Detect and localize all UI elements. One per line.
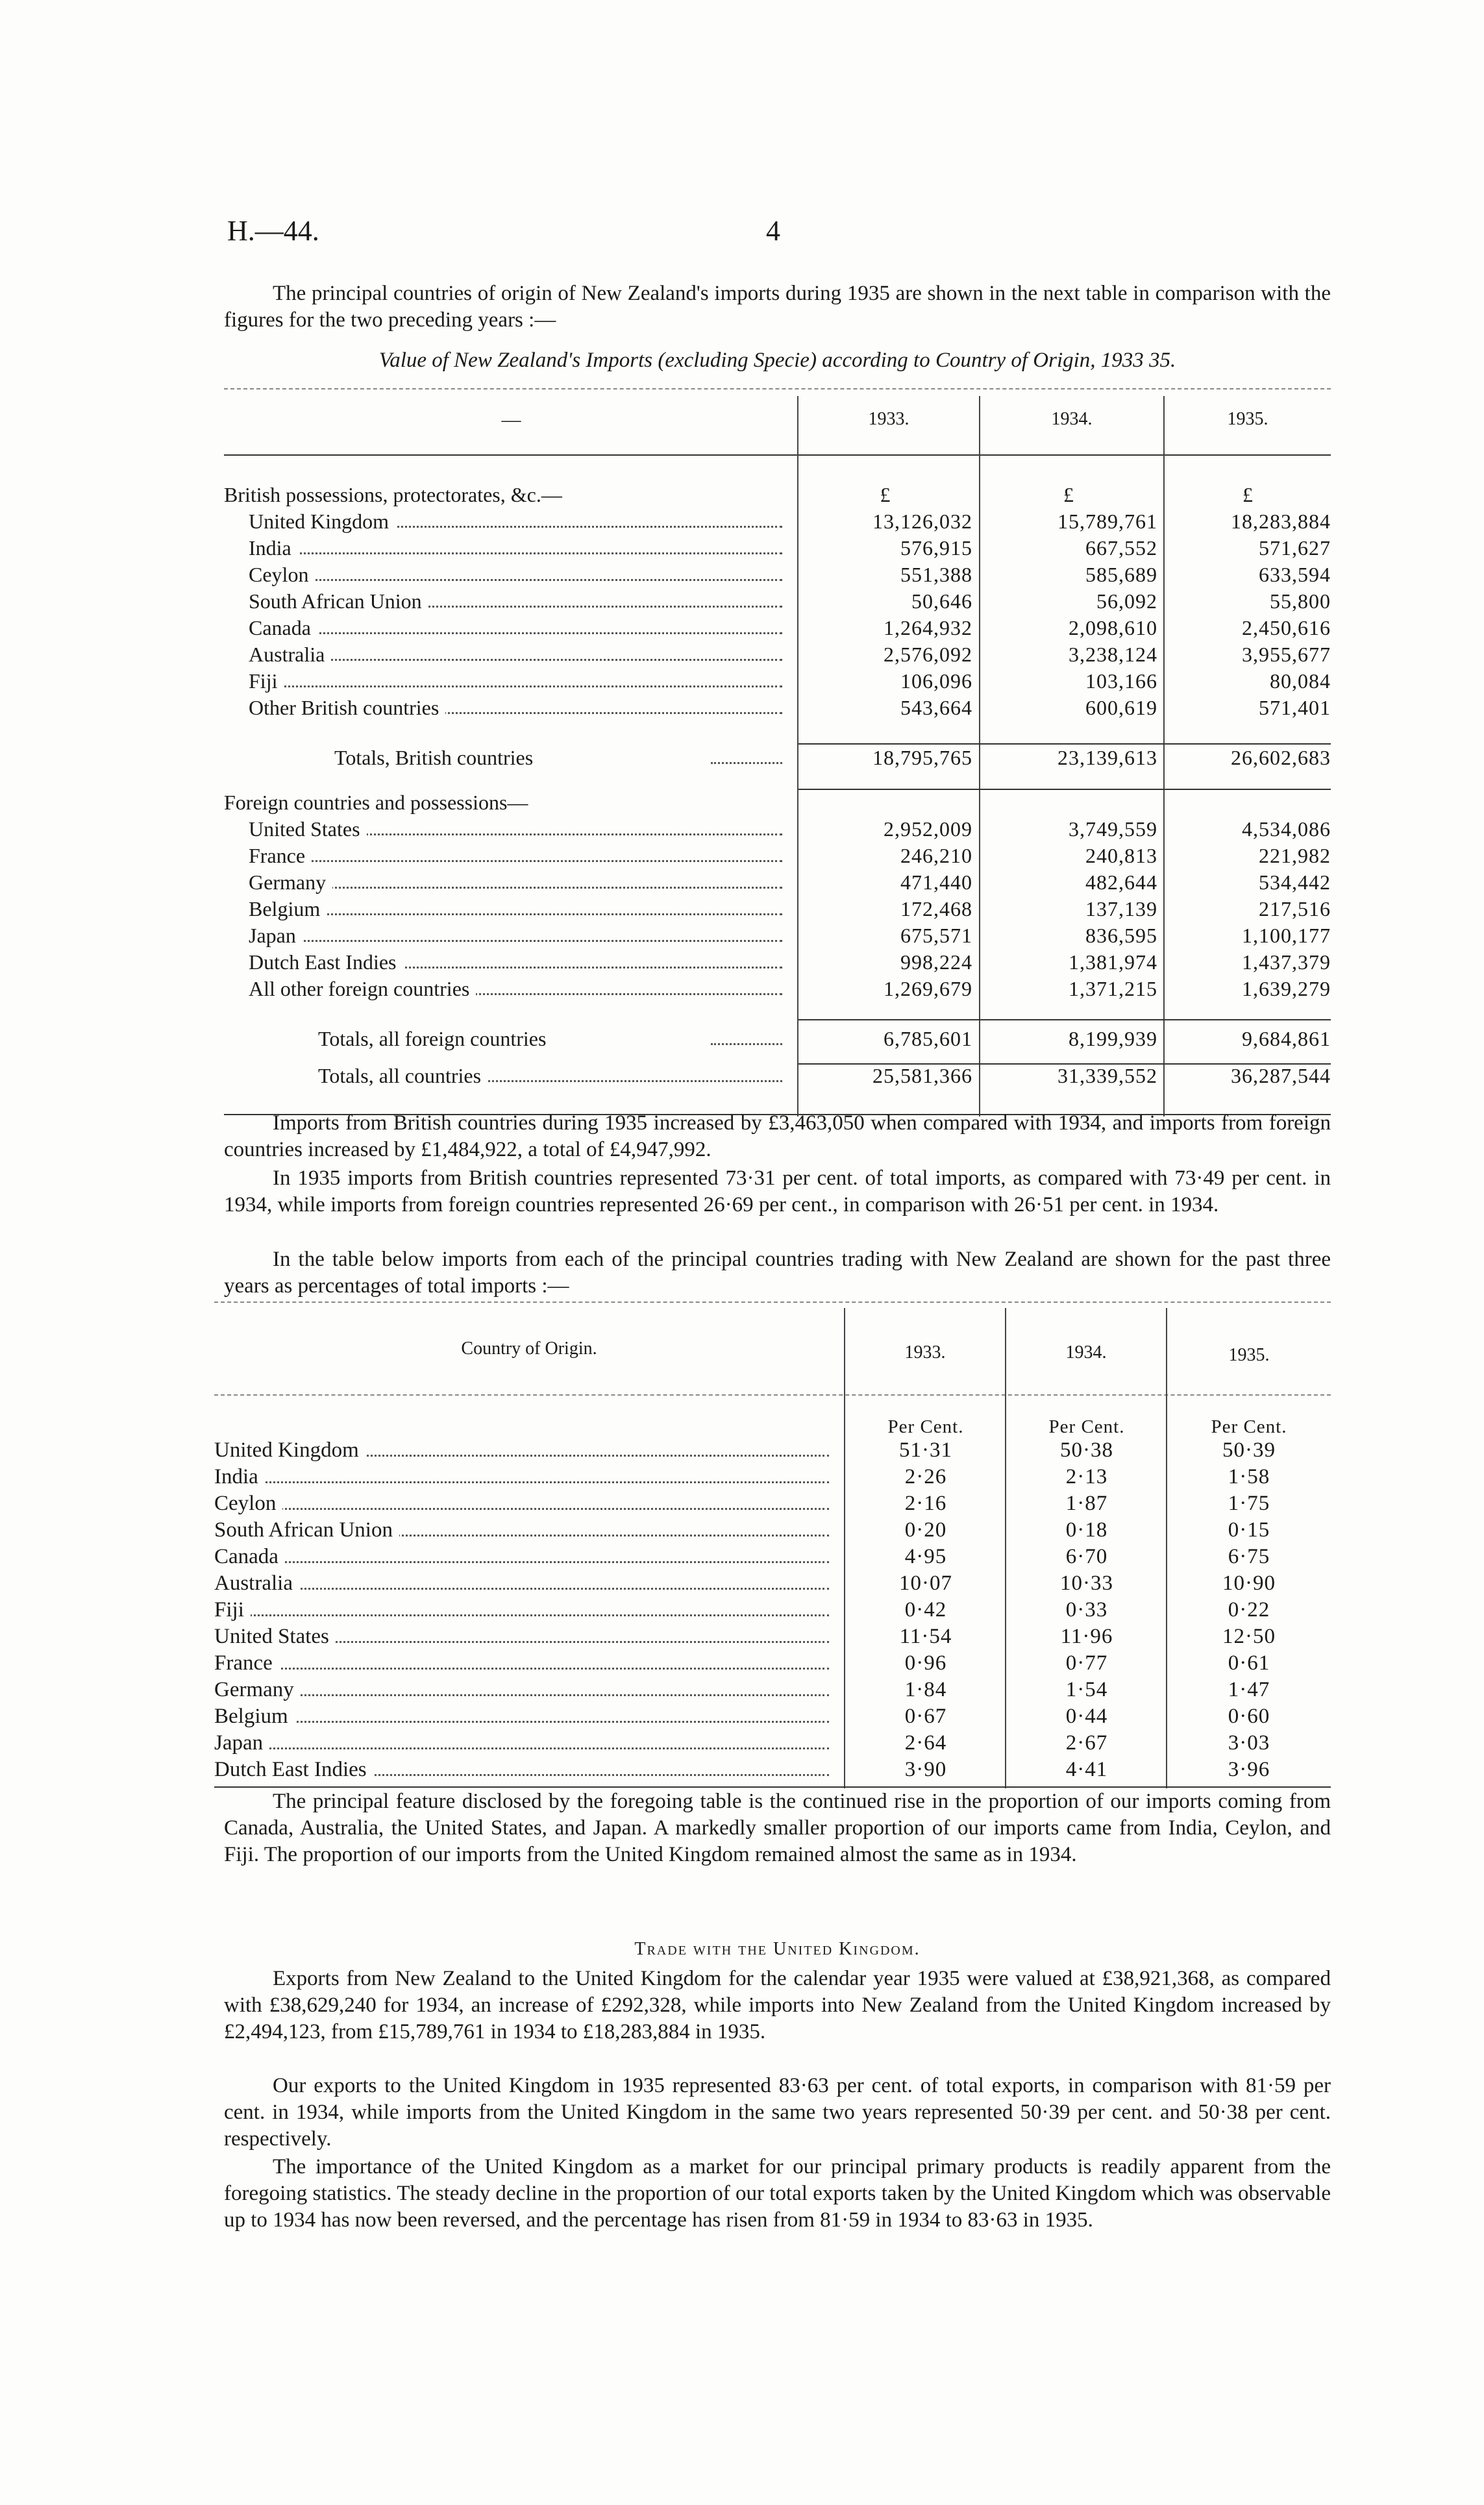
table-row [214, 1597, 1331, 1623]
value-1935: 9,684,861 [1242, 1027, 1331, 1050]
value-1933: 576,915 [900, 536, 972, 560]
row-label: United States [214, 1625, 336, 1648]
value-1935: 4,534,086 [1242, 817, 1331, 841]
paragraph-import-increase: Imports from British countries during 1935 increased by £3,463,050 when compared with 1934, and imports from foreign countries increased by £1,484,922, a total of £4,947,992. [224, 1111, 1331, 1161]
intro-paragraph: The principal countries of origin of New Zealand's imports during 1935 are shown in the next table in comparison with the figures for the two preceding years :— [224, 282, 1331, 332]
value-1935: 0·15 [1228, 1518, 1270, 1542]
table-row [214, 1650, 1331, 1677]
value-1935: 10·90 [1222, 1572, 1276, 1595]
value-1935: 1,437,379 [1242, 950, 1331, 974]
table2-head-rule [214, 1394, 1331, 1396]
value-1935: 633,594 [1259, 563, 1331, 586]
table2-col-1934: 1934. [1065, 1342, 1107, 1363]
table-row [224, 869, 1331, 896]
row-label: United Kingdom [249, 510, 395, 533]
table-row [224, 976, 1331, 1002]
value-1933: 25,581,366 [872, 1064, 972, 1087]
value-1934: 137,139 [1085, 897, 1157, 920]
row-label: India [214, 1465, 265, 1488]
table-row [214, 1623, 1331, 1650]
table-row [214, 1730, 1331, 1757]
value-1935: 3·03 [1228, 1731, 1270, 1755]
table1-col-1935: 1935. [1227, 409, 1268, 429]
value-1933: 0·42 [904, 1598, 947, 1622]
value-1933: 1·84 [904, 1678, 947, 1701]
value-1934: 240,813 [1085, 844, 1157, 867]
table-row [224, 588, 1331, 615]
value-1933: 3·90 [904, 1758, 947, 1781]
table-row [224, 896, 1331, 922]
row-label: Australia [249, 643, 331, 666]
currency-symbol: £ [1243, 483, 1254, 506]
subtotal-rule [798, 743, 1331, 745]
table-row [214, 1437, 1331, 1464]
row-label: Dutch East Indies [249, 950, 403, 974]
value-1934: 1,371,215 [1069, 977, 1157, 1000]
value-1933: 551,388 [900, 563, 972, 586]
table-row [214, 1757, 1331, 1783]
value-1935: 6·75 [1228, 1545, 1270, 1568]
paragraph-principal-feature: The principal feature disclosed by the foregoing table is the continued rise in the proportion of our imports coming from Canada, Australia, the United States, and Japan. A markedly smaller proportion of our imports came from India, Ceylon, and Fiji. The proportion of our imports from the United Kingdom remained almost the same as in 1934. [224, 1790, 1331, 1866]
paragraph-table-intro: In the table below imports from each of the principal countries trading with New Zealand are shown for the past three years as percentages of total imports :— [224, 1248, 1331, 1298]
row-label: Dutch East Indies [214, 1758, 373, 1781]
table-row [224, 668, 1331, 695]
value-1934: 103,166 [1085, 669, 1157, 693]
row-label: Canada [249, 616, 317, 639]
value-1933: 2·64 [904, 1731, 947, 1755]
row-label: France [214, 1651, 279, 1675]
table2-col-1933: 1933. [904, 1342, 946, 1363]
value-1935: 1·75 [1228, 1492, 1270, 1515]
value-1934: 2,098,610 [1069, 616, 1157, 639]
imports-value-table [224, 482, 1331, 1089]
value-1935: 534,442 [1259, 870, 1331, 894]
value-1935: 55,800 [1270, 589, 1331, 613]
row-label: Germany [214, 1678, 301, 1701]
table-row [214, 1544, 1331, 1570]
value-1933: 0·96 [904, 1651, 947, 1675]
row-label: Fiji [214, 1598, 251, 1622]
subtotal-rule [798, 1019, 1331, 1020]
value-1934: 2·13 [1065, 1465, 1108, 1488]
value-1933: 2,576,092 [884, 643, 972, 666]
value-1933: 13,126,032 [872, 510, 972, 533]
table-row [214, 1570, 1331, 1597]
table1-caption: Value of New Zealand's Imports (excluding Specie) according to Country of Origin, 1933 35. [378, 349, 1176, 372]
value-1933: 543,664 [900, 696, 972, 719]
value-1934: 600,619 [1085, 696, 1157, 719]
row-label: India [249, 536, 298, 560]
value-1934: 31,339,552 [1057, 1064, 1157, 1087]
table-row [214, 1464, 1331, 1490]
row-label: Australia [214, 1572, 299, 1595]
subtotal-rule [798, 789, 1331, 790]
table2-bottom-rule [214, 1786, 1331, 1788]
value-1933: 106,096 [900, 669, 972, 693]
table-row [224, 789, 1331, 816]
value-1933: 2·16 [904, 1492, 947, 1515]
value-1933: 246,210 [900, 844, 972, 867]
value-1935: 2,450,616 [1242, 616, 1331, 639]
value-1935: 12·50 [1222, 1625, 1276, 1648]
currency-symbol: £ [1063, 483, 1074, 506]
row-label: Totals, all countries [318, 1064, 488, 1087]
value-1933: 172,468 [900, 897, 972, 920]
value-1935: 18,283,884 [1231, 510, 1331, 533]
value-1935: 36,287,544 [1231, 1064, 1331, 1087]
table1-top-rule [224, 388, 1331, 389]
row-label: Germany [249, 870, 332, 894]
row-label: Ceylon [249, 563, 315, 586]
value-1933: 11·54 [899, 1625, 952, 1648]
table-row [224, 561, 1331, 588]
value-1934: 11·96 [1060, 1625, 1113, 1648]
value-1935: 221,982 [1259, 844, 1331, 867]
table-row [214, 1703, 1331, 1730]
value-1934: 50·38 [1060, 1438, 1113, 1462]
british-total-row [224, 745, 1331, 771]
table-row [214, 1490, 1331, 1517]
table1-col-1934: 1934. [1051, 409, 1093, 429]
table-row [214, 1517, 1331, 1544]
value-1934: 10·33 [1060, 1572, 1113, 1595]
row-label: France [249, 844, 312, 867]
table-row [224, 508, 1331, 535]
british-heading: British possessions, protectorates, &c.— [224, 483, 562, 506]
value-1935: 1,639,279 [1242, 977, 1331, 1000]
table1-corner: — [501, 409, 521, 430]
value-1934: 3,238,124 [1069, 643, 1157, 666]
value-1935: 0·60 [1228, 1705, 1270, 1728]
value-1934: 1,381,974 [1069, 950, 1157, 974]
document-reference: H.—44. [227, 215, 319, 247]
value-1933: 50,646 [911, 589, 972, 613]
unit-label: Per Cent. [887, 1416, 964, 1437]
value-1933: 4·95 [904, 1545, 947, 1568]
value-1933: 6,785,601 [884, 1027, 972, 1050]
value-1935: 80,084 [1270, 669, 1331, 693]
value-1934: 585,689 [1085, 563, 1157, 586]
row-label: Other British countries [249, 696, 445, 719]
value-1934: 0·33 [1065, 1598, 1108, 1622]
row-label: Japan [214, 1731, 269, 1755]
table2-heading: Country of Origin. [461, 1339, 597, 1359]
page-header [227, 214, 1331, 253]
paragraph-exports-uk: Exports from New Zealand to the United Kingdom for the calendar year 1935 were valued at £38,921,368, as compared with £38,629,240 for 1934, an increase of £292,328, while imports into New Zealand from the United Kingdom increased by £2,494,123, from £15,789,761 in 1934 to £18,283,884 in 1935. [224, 1967, 1331, 2043]
table-row [224, 922, 1331, 949]
value-1935: 0·22 [1228, 1598, 1270, 1622]
table-row [214, 1416, 1331, 1437]
value-1933: 0·67 [904, 1705, 947, 1728]
table-row [224, 843, 1331, 869]
row-label: Totals, all foreign countries [318, 1027, 552, 1050]
value-1934: 836,595 [1085, 924, 1157, 947]
value-1933: 51·31 [899, 1438, 952, 1462]
paragraph-uk-importance: The importance of the United Kingdom as a market for our principal primary products is readily apparent from the foregoing statistics. The steady decline in the proportion of our total exports taken by the United Kingdom which was observable up to 1934 has now been reversed, and the percentage has risen from 81·59 in 1934 to 83·63 in 1935. [224, 2155, 1331, 2232]
value-1933: 998,224 [900, 950, 972, 974]
table-row [224, 816, 1331, 843]
page-number: 4 [766, 215, 780, 247]
value-1935: 1,100,177 [1242, 924, 1331, 947]
value-1933: 0·20 [904, 1518, 947, 1542]
table1-col-1933: 1933. [868, 409, 909, 429]
value-1934: 0·77 [1065, 1651, 1108, 1675]
value-1935: 0·61 [1228, 1651, 1270, 1675]
table-row [224, 949, 1331, 976]
row-label: South African Union [214, 1518, 399, 1542]
value-1934: 6·70 [1065, 1545, 1108, 1568]
imports-percentage-table [214, 1416, 1331, 1783]
row-label: Fiji [249, 669, 284, 693]
row-label: Canada [214, 1545, 285, 1568]
table-row [224, 482, 1331, 508]
unit-label: Per Cent. [1211, 1416, 1287, 1437]
row-label: All other foreign countries [249, 977, 476, 1000]
table2-col-1935: 1935. [1228, 1345, 1270, 1365]
value-1934: 4·41 [1065, 1758, 1108, 1781]
foreign-total-row [224, 1026, 1331, 1052]
grand-total-row [224, 1063, 1331, 1089]
value-1935: 3·96 [1228, 1758, 1270, 1781]
value-1935: 1·47 [1228, 1678, 1270, 1701]
row-label: United Kingdom [214, 1438, 365, 1462]
value-1935: 26,602,683 [1231, 746, 1331, 769]
row-label: Japan [249, 924, 303, 947]
section-title: Trade with the United Kingdom. [634, 1939, 921, 1959]
value-1934: 8,199,939 [1069, 1027, 1157, 1050]
row-label: Ceylon [214, 1492, 282, 1515]
value-1935: 571,401 [1259, 696, 1331, 719]
paragraph-exports-share: Our exports to the United Kingdom in 1935 represented 83·63 per cent. of total exports, in comparison with 81·59 per cent. in 1934, while imports from the United Kingdom in the same two years represented 50·39 per cent. and 50·38 per cent. respectively. [224, 2074, 1331, 2151]
value-1934: 15,789,761 [1057, 510, 1157, 533]
value-1934: 1·87 [1065, 1492, 1108, 1515]
value-1934: 0·18 [1065, 1518, 1108, 1542]
table-row [214, 1677, 1331, 1703]
table-row [224, 535, 1331, 561]
value-1934: 667,552 [1085, 536, 1157, 560]
value-1933: 10·07 [899, 1572, 952, 1595]
value-1935: 571,627 [1259, 536, 1331, 560]
unit-label: Per Cent. [1048, 1416, 1125, 1437]
value-1933: 675,571 [900, 924, 972, 947]
value-1935: 217,516 [1259, 897, 1331, 920]
table-row [224, 641, 1331, 668]
value-1933: 1,264,932 [884, 616, 972, 639]
value-1934: 2·67 [1065, 1731, 1108, 1755]
value-1935: 50·39 [1222, 1438, 1276, 1462]
value-1933: 18,795,765 [872, 746, 972, 769]
table1-head-rule [224, 454, 1331, 456]
row-label: Totals, British countries [334, 746, 539, 769]
value-1934: 3,749,559 [1069, 817, 1157, 841]
value-1933: 1,269,679 [884, 977, 972, 1000]
foreign-heading: Foreign countries and possessions— [224, 791, 528, 814]
value-1934: 482,644 [1085, 870, 1157, 894]
subtotal-rule [798, 1063, 1331, 1065]
row-label: South African Union [249, 589, 428, 613]
value-1935: 3,955,677 [1242, 643, 1331, 666]
value-1933: 2·26 [904, 1465, 947, 1488]
value-1934: 23,139,613 [1057, 746, 1157, 769]
value-1934: 1·54 [1065, 1678, 1108, 1701]
row-label: Belgium [249, 897, 327, 920]
value-1933: 2,952,009 [884, 817, 972, 841]
row-label: United States [249, 817, 367, 841]
currency-symbol: £ [880, 483, 891, 506]
table2-top-rule [214, 1302, 1331, 1303]
value-1934: 56,092 [1096, 589, 1157, 613]
value-1933: 471,440 [900, 870, 972, 894]
value-1935: 1·58 [1228, 1465, 1270, 1488]
row-label: Belgium [214, 1705, 295, 1728]
value-1934: 0·44 [1065, 1705, 1108, 1728]
table-row [224, 695, 1331, 721]
paragraph-import-share: In 1935 imports from British countries represented 73·31 per cent. of total imports, as compared with 73·49 per cent. in 1934, while imports from foreign countries represented 26·69 per cent., in comparison with 26·51 per cent. in 1934. [224, 1166, 1331, 1216]
table-row [224, 615, 1331, 641]
